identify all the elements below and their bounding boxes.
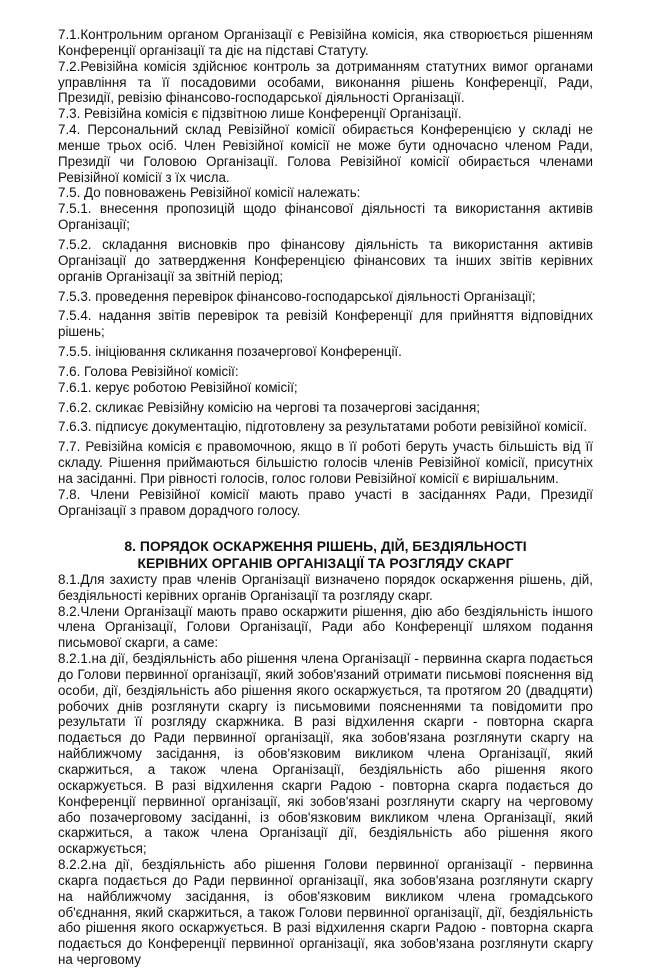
clause-8-1: 8.1.Для захисту прав членів Організації визначено порядок оскарження рішень, дій, бездіяльності керівних органів Організації та розгляду скарг. [58, 571, 593, 603]
clause-7-6-1: 7.6.1. керує роботою Ревізійної комісії; [58, 379, 298, 395]
clause-7-5: 7.5. До повноважень Ревізійної комісії належать: [58, 185, 361, 201]
clause-7-6: 7.6. Голова Ревізійної комісії: [58, 363, 239, 379]
section-8-heading-line-2: КЕРІВНИХ ОРГАНІВ ОРГАНІЗАЦІЇ ТА РОЗГЛЯДУ СКАРГ [137, 554, 514, 571]
clause-8-2: 8.2.Члени Організації мають право оскаржити рішення, дію або бездіяльність іншого члена Організації, Голови Організації, Ради або Конференції шляхом подання письмової скарги, а саме: [58, 603, 593, 651]
clause-7-1: 7.1.Контрольним органом Організації є Ревізійна комісія, яка створюється рішенням Конференції організації та діє на підставі Статуту. [58, 27, 593, 58]
clause-7-5-1: 7.5.1. внесення пропозицій щодо фінансової діяльності та використання активів Організації; [58, 201, 593, 233]
document-page [58, 27, 593, 968]
clause-7-5-2: 7.5.2. складання висновків про фінансову діяльність та використання активів Організації до затвердження Конференцією фінансових та інших звітів керівних органів Організації за звітній період; [58, 236, 593, 284]
clause-7-6-2: 7.6.2. скликає Ревізійну комісію на чергові та позачергові засідання; [58, 399, 480, 415]
clause-7-3: 7.3. Ревізійна комісія є підзвітною лише Конференції Організації. [58, 106, 462, 122]
clause-8-2-2: 8.2.2.на дії, бездіяльність або рішення Голови первинної організації - первинна скарга подається до Ради первинної організації, яка зобов'язана розглянути скаргу на найближчому засідання, із обов'язковим викликом члена громадського об'єднання, який скаржиться, а також Голови первинної організації, дії, бездіяльність або рішення якого оскаржується. В разі відхилення скарги Радою - повторна скарга подається до Конференції первинної організації, яка зобов'язана розглянути скаргу на черговому [58, 857, 593, 968]
clause-7-5-5: 7.5.5. ініціювання скликання позачергової Конференції. [58, 344, 402, 360]
clause-7-2: 7.2.Ревізійна комісія здійснює контроль за дотриманням статутних вимог органами управління та її посадовими особами, виконання рішень Конференції, Ради, Президії, ревізію фінансово-господарської діяльності Організації. [58, 58, 593, 106]
section-7-revision-commission [58, 27, 593, 518]
section-8-complaints [58, 538, 593, 968]
section-8-heading [58, 538, 593, 570]
clause-7-7: 7.7. Ревізійна комісія є правомочною, якщо в її роботі беруть участь більшість від її складу. Рішення приймаються більшістю голосів членів Ревізійної комісії, присутніх на засіданні. При рівності голосів, голос голови Ревізійної комісії є вирішальним. [58, 439, 593, 486]
clause-8-2-1: 8.2.1.на дії, бездіяльність або рішення члена Організації - первинна скарга подається до Голови первинної організації, який зобов'язаний отримати письмові пояснення від особи, дії, бездіяльність або рішення якого оскаржується, та протягом 20 (двадцяти) робочих днів розглянути скаргу із письмовими поясненнями та повідомити про результати її розгляду скаржника. В разі відхилення скарги - повторна скарга подається до Ради первинної організації, яка зобов'язана розглянути скаргу на найближчому засідання, із обов'язковим викликом члена Організації, який скаржиться, а також члена Організації, бездіяльність або рішення якого оскаржується. В разі відхилення скарги Радою - повторна скарга подається до Конференції первинної організації, які зобов'язані розглянути скаргу на черговому або позачерговому засіданні, із обов'язковим викликом члена Організації, який скаржиться, а також члена Організації дії, бездіяльність або рішення якого оскаржується; [58, 651, 593, 857]
section-8-heading-line-1: 8. ПОРЯДОК ОСКАРЖЕННЯ РІШЕНЬ, ДІЙ, БЕЗДІЯЛЬНОСТІ [124, 538, 527, 555]
clause-7-4: 7.4. Персональний склад Ревізійної комісії обирається Конференцією у складі не менше трьох осіб. Член Ревізійної комісії не може бути одночасно членом Ради, Президії чи Головою Організації. Голова Ревізійної комісії обирається членами Ревізійної комісії з їх числа. [58, 122, 593, 185]
clause-7-5-3: 7.5.3. проведення перевірок фінансово-господарської діяльності Організації; [58, 288, 536, 304]
clause-7-6-3: 7.6.3. підписує документацію, підготовлену за результатами роботи ревізійної комісії. [58, 419, 588, 435]
clause-7-5-4: 7.5.4. надання звітів перевірок та ревізій Конференції для прийняття відповідних рішень; [58, 308, 593, 340]
clause-7-8: 7.8. Члени Ревізійної комісії мають право участі в засіданнях Ради, Президії Організації з правом дорадчого голосу. [58, 486, 593, 518]
